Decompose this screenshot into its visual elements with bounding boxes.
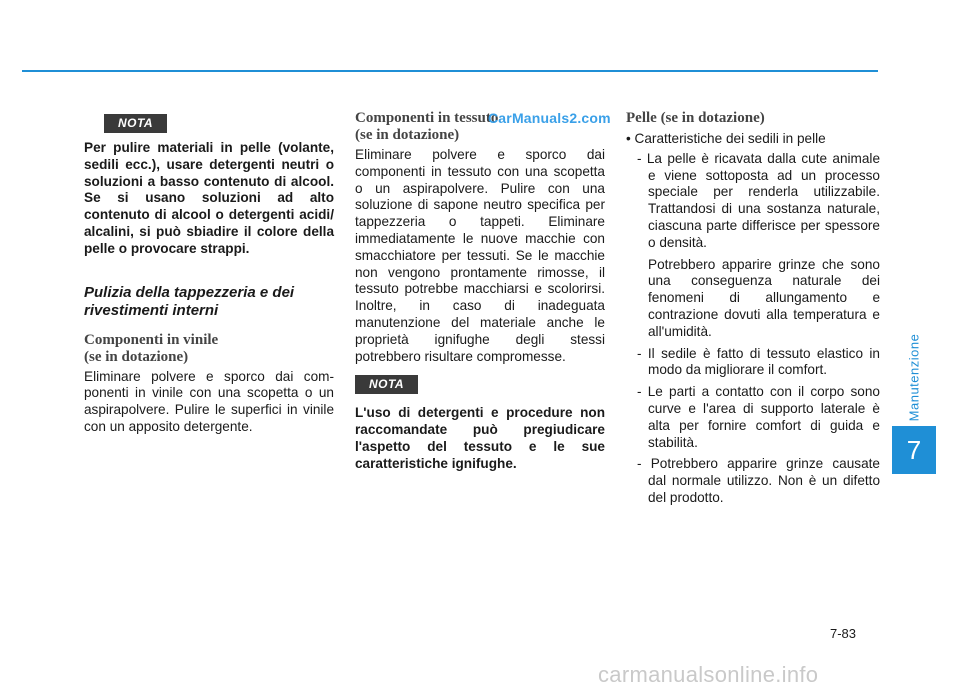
nota-badge: NOTA <box>355 375 418 394</box>
chapter-tab: 7 <box>892 426 936 474</box>
leather-title: Pelle (se in dotazione) <box>626 110 765 126</box>
leather-item-4: - Potrebbero apparire grinze causate dal normale utilizzo. Non è un difetto del prodotto. <box>637 456 880 505</box>
chapter-side-label-text: Manutenzione <box>906 333 922 422</box>
column-1 <box>84 110 334 436</box>
leather-bullet: • Caratteristiche dei sedili in pelle <box>626 131 826 146</box>
nota-badge: NOTA <box>104 114 167 133</box>
watermark-top: CarManuals2.com <box>488 110 611 126</box>
fabric-note: L'uso di detergenti e procedure non raccomandate può pregiudicare l'aspetto del tessuto e le sue caratteristiche ignifughe. <box>355 405 605 471</box>
top-rule <box>22 70 878 72</box>
leather-item-1-cont: Potrebbero apparire grinze che sono una conseguenza naturale dei fenomeni di allungamento e contrazione dovuti alla temperatura e all'umidità. <box>648 256 880 339</box>
page-number: 7-83 <box>830 626 857 641</box>
leather-cleaning-note: Per pulire materiali in pelle (volante, sedili ecc.), usare detergenti neutri o soluzioni a basso contenuto di alcool. Se si usano soluzioni ad alto contenuto di alcool o detergenti acidi/ alcalini, si può sbiadire il colore della pelle o provocare strappi. <box>84 140 334 256</box>
fabric-title-line1: Componenti in tessuto <box>355 110 499 126</box>
section-title: Pulizia della tappezzeria e dei rivestimenti interni <box>84 283 295 319</box>
chapter-side-label <box>904 330 924 430</box>
column-3 <box>626 110 880 507</box>
column-2 <box>355 110 605 473</box>
vinyl-title-line2: (se in dotazione) <box>84 348 189 365</box>
fabric-title-line2: (se in dotazione) <box>355 127 460 143</box>
vinyl-title-line1: Componenti in vinile <box>84 331 219 348</box>
vinyl-text: Eliminare polvere e sporco dai componenti in vinile con una scopetta o un aspirapolvere. Pulire le superfici in vinile con un apposito detergente. <box>84 368 334 434</box>
leather-item-3: - Le parti a contatto con il corpo sono curve e l'area di supporto laterale è alta per fornire comfort di guida e stabilità. <box>637 384 880 450</box>
leather-item-1: - La pelle è ricavata dalla cute animale e viene sottoposta ad un processo speciale per renderla utilizzabile. Trattandosi di una sostanza naturale, ciascuna parte differisce per spessore o densità. <box>637 150 880 250</box>
fabric-text: Eliminare polvere e sporco dai componenti in tessuto con una scopetta o un aspirapolvere. Pulire con una soluzione di sapone neutro specifica per tappezzeria o tappeti. Eliminare immediatamente le nuove macchie con smacchiatore per tessuti. Se le macchie non vengono prontamente rimosse, il tessuto potrebbe macchiarsi e scolorirsi. Inoltre, in caso di inadeguata manutenzione del materiale anche le proprietà ignifughe degli stessi potrebbero risultare compromesse. <box>355 147 605 364</box>
leather-item-2: - Il sedile è fatto di tessuto elastico in modo da migliorare il comfort. <box>637 345 880 378</box>
footer-watermark: carmanualsonline.info <box>598 662 819 687</box>
